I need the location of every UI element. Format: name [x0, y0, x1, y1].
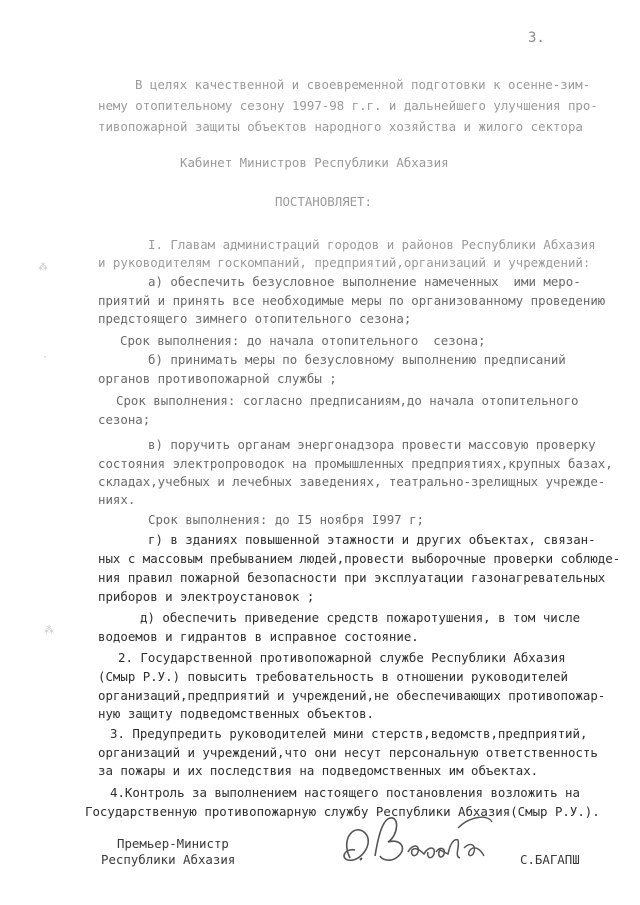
deadline-line: Срок выполнения: согласно предписаниям,до начала отопительного: [116, 393, 579, 408]
preamble-line: В целях качественной и своевременной подготовки к осенне-зим-: [135, 77, 591, 92]
section-4-line: 4.Контроль за выполнением настоящего постановления возложить на: [110, 785, 580, 800]
resolves-heading: ПОСТАНОВЛЯЕТ:: [275, 194, 372, 209]
body-line: в) поручить органам энергонадзора провести массовую проверку: [148, 437, 596, 452]
body-line: ния правил пожарной безопасности при эксплуатации газонагревательных: [98, 570, 606, 585]
handwritten-signature: [320, 808, 510, 878]
section-3-line: 3. Предупредить руководителей мини стерств,ведомств,предприятий,: [110, 726, 588, 741]
body-line: б) принимать меры по безусловному выполнению предписаний: [148, 352, 566, 367]
scan-mark: ⁂: [44, 625, 54, 636]
body-line: предстоящего зимнего отопительного сезона;: [98, 311, 412, 326]
section-2-line: организаций,предприятий и учреждений,не обеспечивающих противопожар-: [98, 688, 606, 703]
body-line: приборов и электроустановок ;: [98, 589, 315, 604]
body-line: и руководителям госкомпаний, предприятий,организаций и учреждений:: [98, 255, 591, 270]
section-2-line: ную защиту подведомственных объектов.: [98, 706, 375, 721]
body-line: ниях.: [98, 492, 136, 507]
body-line: I. Главам администраций городов и районов Республики Абхазия: [148, 237, 596, 252]
signatory-name: С.БАГАПШ: [520, 852, 580, 867]
signatory-title: Премьер-Министр: [117, 836, 229, 851]
body-line: ных с массовым пребыванием людей,провести выборочные проверки соблюде-: [98, 551, 621, 566]
body-line: г) в зданиях повышенной этажности и других объектах, связан-: [148, 532, 596, 547]
deadline-line: Срок выполнения: до начала отопительного сезона;: [120, 333, 486, 348]
scan-mark: ·: [42, 352, 49, 363]
signatory-title-line2: Республики Абхазия: [101, 852, 236, 867]
body-line: водоемов и гидрантов в исправное состояние.: [98, 629, 419, 644]
section-3-line: за пожары и их последствия на подведомственных им объектах.: [98, 763, 539, 778]
body-line: а) обеспечить безусловное выполнение намеченных ими меро-: [148, 274, 581, 289]
body-line: состояния электропроводок на промышленных предприятиях,крупных базах,: [98, 456, 613, 471]
preamble-line: нему отопительному сезону 1997-98 г.г. и дальнейшего улучшения про-: [98, 98, 598, 113]
page-number: 3.: [528, 30, 545, 46]
body-line: органов противопожарной службы ;: [98, 371, 337, 386]
body-line: д) обеспечить приведение средств пожаротушения, в том числе: [140, 610, 581, 625]
scan-mark: ⁂: [38, 262, 48, 273]
preamble-line: тивопожарной защиты объектов народного хозяйства и жилого сектора: [98, 119, 583, 134]
body-line: сезона;: [98, 412, 151, 427]
deadline-line: Срок выполнения: до I5 ноября I997 г;: [148, 512, 425, 527]
issuer: Кабинет Министров Республики Абхазия: [180, 155, 449, 170]
section-4-line: Государственную противопожарную службу Республики Абхазия(Смыр Р.У.).: [85, 804, 600, 819]
section-2-line: (Смыр Р.У.) повысить требовательность в отношении руководителей: [98, 669, 568, 684]
body-line: складах,учебных и лечебных заведениях, театрально-зрелищных учрежде-: [98, 474, 606, 489]
section-3-line: организаций и учреждений,что они несут персональную ответственность: [98, 745, 598, 760]
body-line: приятий и принять все необходимые меры по организованному проведению: [98, 293, 606, 308]
section-2-line: 2. Государственной противопожарной службе Республики Абхазия: [118, 650, 566, 665]
